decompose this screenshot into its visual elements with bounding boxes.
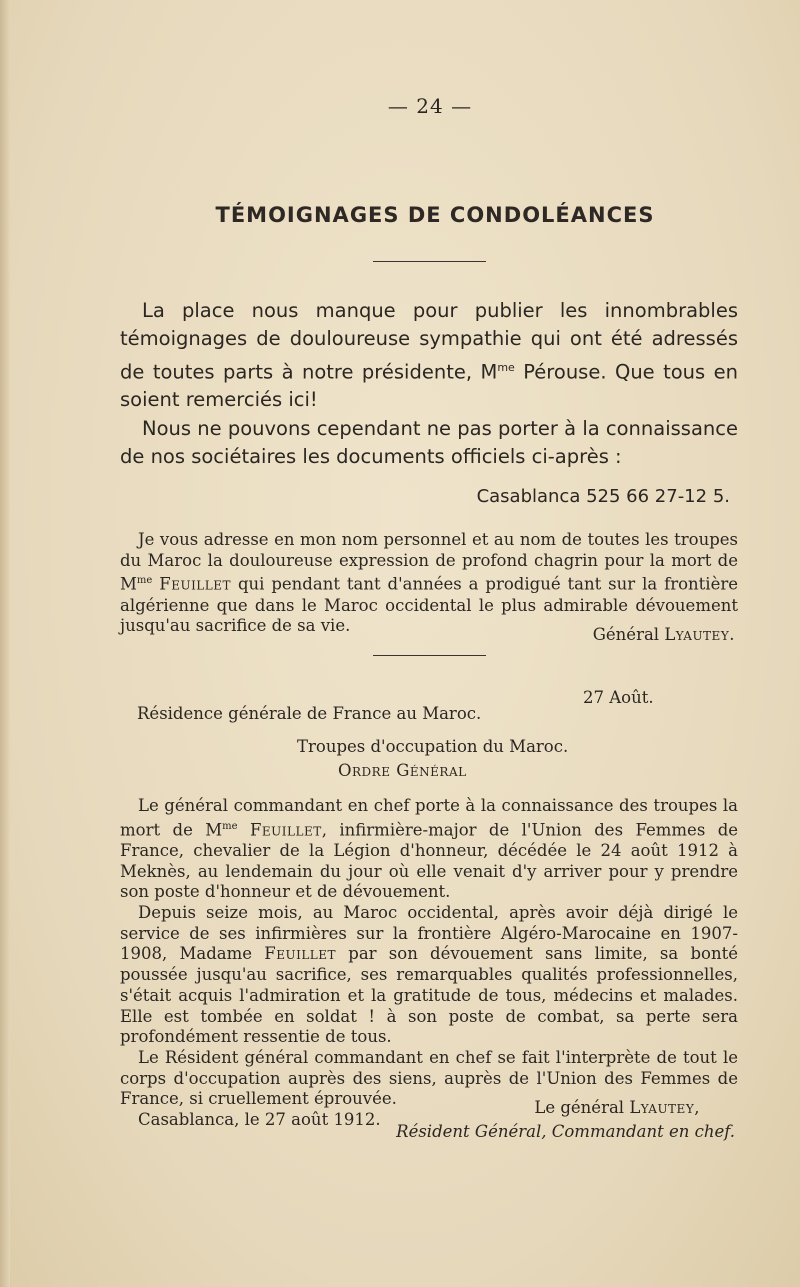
order-heading: Ordre Général bbox=[338, 761, 467, 780]
order-signature: Le général Lyautey, bbox=[534, 1098, 700, 1117]
order-place-date: Casablanca, le 27 août 1912. bbox=[138, 1110, 381, 1130]
telegram-body bbox=[120, 530, 738, 637]
intro-paragraph-2: Nous ne pouvons cependant ne pas porter à la connaissance de nos sociétaires les documents officiels ci-après : bbox=[120, 416, 738, 468]
order-paragraph-2: Depuis seize mois, au Maroc occidental, après avoir déjà dirigé le service de ses infirmières sur la frontière Algéro-Marocaine en 1907-1908, Madame Feuillet par son dévouement sans limite, sa bonté poussée jusqu'au sacrifice, ses remarquables qualités professionnelles, s'était acquis l'admiration et la gratitude de tous, médecins et malades. Elle est tombée en soldat ! à son poste de combat, sa perte sera profondément ressentie de tous. bbox=[120, 903, 738, 1047]
order-date: 27 Août. bbox=[583, 688, 654, 707]
intro-text bbox=[120, 297, 738, 471]
telegram-paragraph: Je vous adresse en mon nom personnel et au nom de toutes les troupes du Maroc la douloureuse expression de profond chagrin pour la mort de $M^{me}$ Feuillet qui pendant tant d'années a prodigué tant sur la frontière algérienne que dans le Maroc occidental le plus admirable dévouement jusqu'au sacrifice de sa vie. bbox=[120, 530, 738, 636]
section-title: TÉMOIGNAGES DE CONDOLÉANCES bbox=[215, 203, 655, 227]
intro-paragraph-1: La place nous manque pour publier les innombrables témoignages de douloureuse sympathie qui ont été adressés de toutes parts à notre présidente, $M^{me}$ Pérouse. Que tous en soient remerciés ici! bbox=[120, 299, 738, 412]
troops-line: Troupes d'occupation du Maroc. bbox=[297, 737, 569, 756]
page-number: — 24 — bbox=[387, 94, 473, 118]
order-paragraph-3: Le Résident général commandant en chef se fait l'interprète de tout le corps d'occupation auprès des siens, auprès de l'Union des Femmes de France, si cruellement éprouvée. bbox=[120, 1047, 738, 1109]
telegram-signature: Général Lyautey. bbox=[592, 625, 735, 644]
signature-title: Résident Général, Commandant en chef. bbox=[396, 1122, 735, 1141]
telegram-header: Casablanca 525 66 27-12 5. bbox=[476, 486, 730, 507]
page-edge-shadow bbox=[0, 0, 10, 1287]
title-divider bbox=[373, 261, 486, 262]
order-paragraph-1: Le général commandant en chef porte à la connaissance des troupes la mort de $M^{me}$ Feuillet, infirmière-major de l'Union des Femmes de France, chevalier de la Légion d'honneur, décédée le 24 août 1912 à Meknès, au lendemain du jour où elle venait d'y arriver pour y prendre son poste d'honneur et de dévouement. bbox=[120, 796, 739, 902]
section-divider bbox=[373, 655, 486, 656]
order-body bbox=[120, 796, 738, 1131]
residence-line: Résidence générale de France au Maroc. bbox=[137, 704, 482, 723]
